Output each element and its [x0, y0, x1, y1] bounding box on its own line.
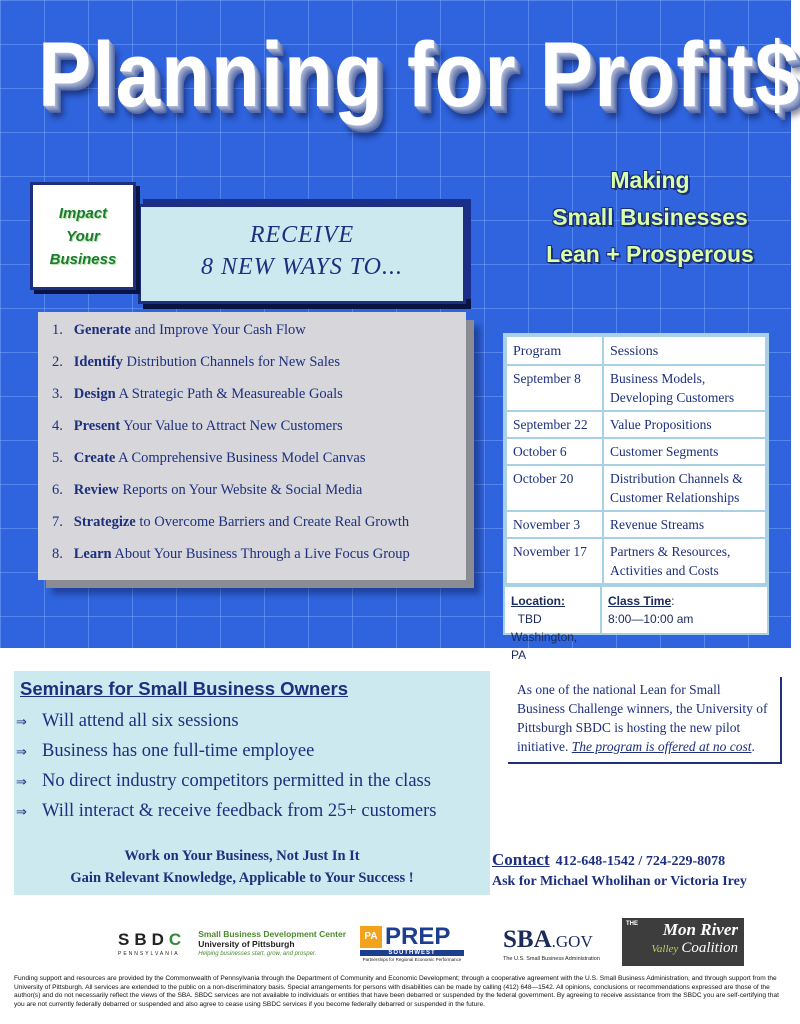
- mon-river-logo: [622, 918, 744, 966]
- receive-line: RECEIVE: [249, 222, 355, 248]
- column-header-sessions: Sessions: [603, 336, 766, 365]
- class-time-value: 8:00—10:00 am: [608, 612, 694, 626]
- seminar-footer-line: Gain Relevant Knowledge, Applicable to Your Success !: [70, 870, 414, 886]
- way-number: 3.: [52, 386, 63, 402]
- mon-valley: Valley: [651, 943, 679, 955]
- seminar-item-text: Will attend all six sessions: [42, 711, 239, 731]
- way-item: [52, 318, 466, 350]
- sba-subtitle: The U.S. Small Business Administration: [503, 956, 600, 962]
- way-number: 8.: [52, 546, 63, 562]
- schedule-row: [506, 465, 766, 511]
- way-text: Reports on Your Website & Social Media: [118, 482, 363, 498]
- seminar-box: [14, 671, 490, 895]
- session-topic: Distribution Channels & Customer Relationships: [603, 465, 766, 511]
- note-text: As one of the national Lean for Small Business Challenge winners, the University of Pittsburgh SBDC is hosting the new pilot initiative.: [517, 682, 768, 754]
- session-topic: Value Propositions: [603, 411, 766, 438]
- arrow-right-icon: ⇒: [16, 745, 27, 760]
- seminar-item: [16, 767, 436, 797]
- seminar-item-text: No direct industry competitors permitted in the class: [42, 771, 431, 791]
- seminar-requirements: [16, 707, 436, 827]
- seminar-item: [16, 707, 436, 737]
- way-text: Your Value to Attract New Customers: [120, 418, 343, 434]
- way-keyword: Review: [73, 482, 119, 498]
- seminar-item-text: Will interact & receive feedback from 25+ customers: [42, 801, 437, 821]
- sbdc-line: University of Pittsburgh: [198, 939, 295, 949]
- location-time-row: [505, 585, 767, 662]
- sbdc-line: Helping businesses start, grow, and prosper.: [198, 951, 317, 957]
- receive-line: 8 NEW WAYS TO...: [201, 254, 403, 280]
- seminar-item-text: Business has one full-time employee: [42, 741, 315, 761]
- impact-badge: [30, 182, 136, 290]
- way-text: A Strategic Path & Measureable Goals: [115, 386, 343, 402]
- session-date: September 8: [506, 365, 603, 411]
- tagline: [500, 162, 800, 273]
- sba-word: SBA: [503, 926, 552, 953]
- arrow-right-icon: ⇒: [16, 715, 27, 730]
- session-date: October 6: [506, 438, 603, 465]
- note-end: .: [751, 739, 755, 754]
- arrow-right-icon: ⇒: [16, 805, 27, 820]
- tagline-line: Small Businesses: [552, 204, 748, 230]
- prep-pa-mark: PA: [360, 926, 382, 948]
- column-header-program: Program: [506, 336, 603, 365]
- sba-logo: [503, 928, 600, 962]
- way-number: 4.: [52, 418, 63, 434]
- session-topic: Partners & Resources, Activities and Costs: [603, 538, 766, 584]
- session-date: November 3: [506, 511, 603, 538]
- class-time-label: Class Time: [608, 594, 672, 608]
- way-keyword: Learn: [73, 546, 112, 562]
- tagline-line: Making: [610, 167, 690, 193]
- receive-banner: [138, 204, 466, 304]
- way-keyword: Strategize: [73, 514, 136, 530]
- way-keyword: Identify: [73, 354, 123, 370]
- sponsor-logos: [0, 912, 791, 972]
- schedule-row: [506, 438, 766, 465]
- location-cell: [505, 587, 602, 662]
- class-time-cell: Class Time: 8:00—10:00 am: [608, 594, 694, 626]
- schedule-row: [506, 538, 766, 584]
- seminar-title: Seminars for Small Business Owners: [20, 678, 348, 699]
- mon-the: THE: [626, 921, 638, 927]
- location-label: Location:: [511, 594, 565, 608]
- challenge-note: [508, 677, 782, 764]
- way-number: 6.: [52, 482, 63, 498]
- seminar-item: [16, 797, 436, 827]
- contact-block: [492, 850, 787, 890]
- way-item: [52, 414, 466, 446]
- impact-line: Business: [49, 250, 117, 268]
- way-item: [52, 478, 466, 510]
- way-item: [52, 350, 466, 382]
- contact-phones[interactable]: 412-648-1542 / 724-229-8078: [555, 854, 726, 869]
- sba-gov: .GOV: [551, 932, 593, 951]
- impact-line: Impact: [58, 204, 108, 222]
- way-text: About Your Business Through a Live Focus Group: [111, 546, 410, 562]
- session-topic: Customer Segments: [603, 438, 766, 465]
- way-keyword: Present: [73, 418, 121, 434]
- sbdc-mark: SBD: [118, 930, 169, 949]
- arrow-right-icon: ⇒: [16, 775, 27, 790]
- session-date: September 22: [506, 411, 603, 438]
- sbdc-line: Small Business Development Center: [198, 929, 347, 939]
- session-date: October 20: [506, 465, 603, 511]
- no-cost-emphasis: The program is offered at no cost: [571, 739, 752, 754]
- seminar-item: [16, 737, 436, 767]
- location-city: Washington, PA: [511, 630, 578, 662]
- way-number: 1.: [52, 322, 63, 338]
- way-text: to Overcome Barriers and Create Real Growth: [135, 514, 410, 530]
- way-text: and Improve Your Cash Flow: [130, 322, 306, 338]
- way-keyword: Generate: [73, 322, 131, 338]
- way-number: 7.: [52, 514, 63, 530]
- way-item: [52, 542, 466, 574]
- way-number: 5.: [52, 450, 63, 466]
- mon-top: Mon River: [662, 920, 738, 939]
- session-date: November 17: [506, 538, 603, 584]
- mon-bot: Coalition: [681, 940, 738, 956]
- way-item: [52, 382, 466, 414]
- impact-line: Your: [66, 227, 100, 245]
- way-number: 2.: [52, 354, 63, 370]
- seminar-footer: [14, 845, 470, 889]
- sbdc-state: PENNSYLVANIA: [118, 951, 180, 957]
- schedule-row: [506, 411, 766, 438]
- contact-names: Ask for Michael Wholihan or Victoria Irey: [492, 874, 747, 889]
- prep-region: SOUTHWEST: [360, 950, 464, 956]
- sbdc-logo: [118, 929, 346, 959]
- session-topic: Revenue Streams: [603, 511, 766, 538]
- contact-label: Contact: [492, 850, 550, 869]
- prep-word: PREP: [385, 923, 451, 950]
- sbdc-mark-c: C: [168, 930, 187, 949]
- ways-list: [38, 312, 466, 580]
- way-item: [52, 510, 466, 542]
- way-text: Distribution Channels for New Sales: [122, 354, 340, 370]
- seminar-footer-line: Work on Your Business, Not Just In It: [124, 848, 360, 864]
- prep-logo: [360, 923, 464, 962]
- way-keyword: Create: [73, 450, 116, 466]
- schedule-table: [503, 333, 769, 662]
- prep-tagline: Partnerships for Regional Economic Performance: [362, 957, 462, 962]
- way-keyword: Design: [73, 386, 116, 402]
- flyer-title: Planning for Profit$: [38, 23, 800, 126]
- fine-print: Funding support and resources are provided by the Commonwealth of Pennsylvania through the Department of Community and Economic Development; through a cooperative agreement with the U.S. Small Business Administration, and through support from the University of Pittsburgh. All services are extended to the public on a non-discriminatory basis. Special arrangements for persons with disabilities can be made by calling (412) 648—1542. All opinions, conclusions or recommendations expressed are those of the author(s) and do not necessarily reflect the views of the SBA. SBDC services are not available to individuals or entities that have been debarred or suspended by the federal government. By agreeing to receive assistance from the SBDC you are self-certifying that you are not currently federally debarred or suspended and also agree to cease using SBDC services if you become federally debarred or suspended in the future.: [14, 975, 779, 1008]
- way-item: [52, 446, 466, 478]
- session-topic: Business Models, Developing Customers: [603, 365, 766, 411]
- schedule-row: [506, 511, 766, 538]
- tagline-line: Lean + Prosperous: [546, 241, 754, 267]
- way-text: A Comprehensive Business Model Canvas: [115, 450, 366, 466]
- schedule-row: [506, 365, 766, 411]
- location-value: TBD: [517, 612, 542, 626]
